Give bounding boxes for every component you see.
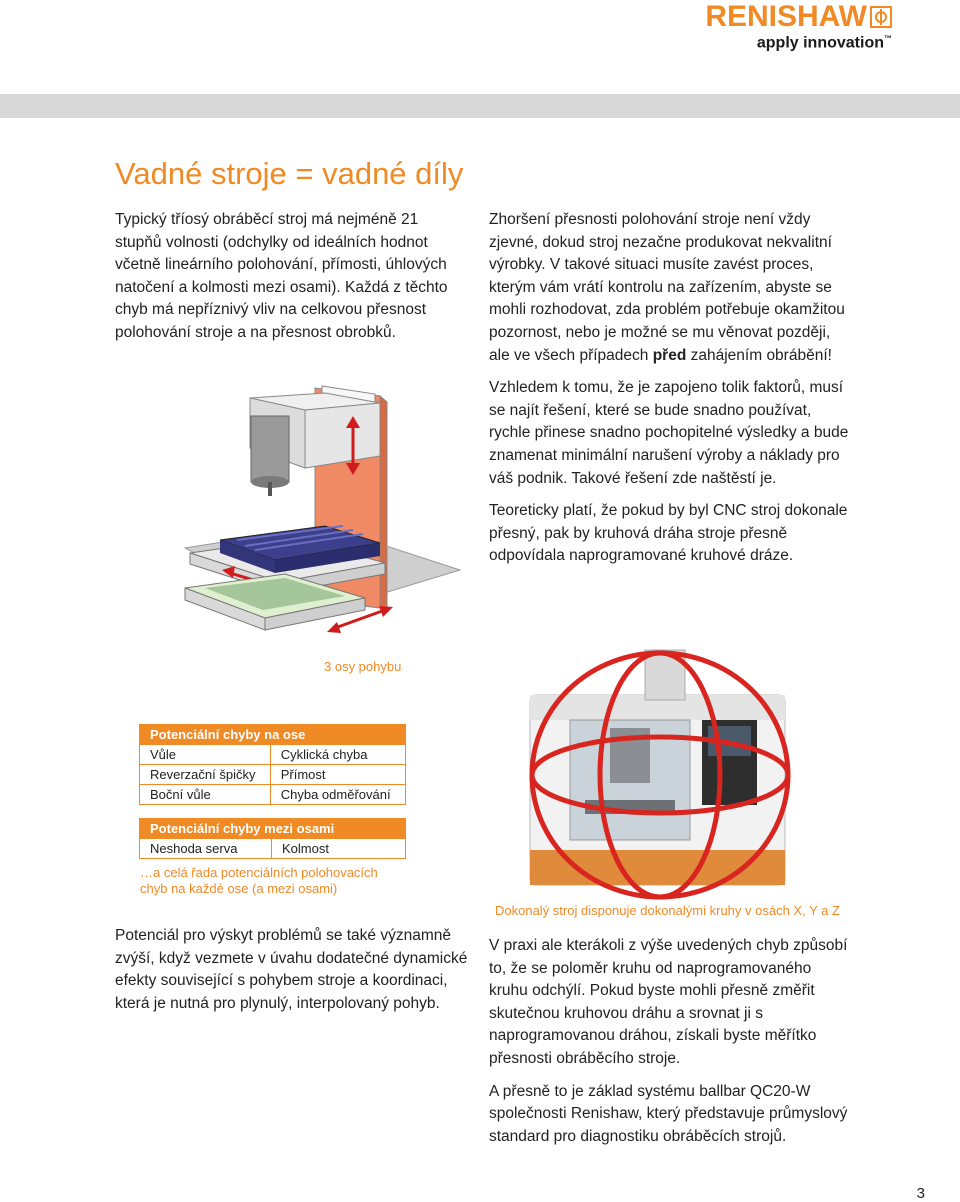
table-cell: Neshoda serva (140, 839, 272, 859)
solution-paragraph: Vzhledem k tomu, že je zapojeno tolik faktorů, musí se najít řešení, které se bude snadno používat, rychle přinese snadno pochopitelné výsledky a bude znamenat minimální narušení výroby a náklady pro váš podnik. Takové řešení zde naštěstí je. (489, 379, 849, 487)
page-number: 3 (916, 1185, 925, 1202)
tagline: apply innovation™ (756, 34, 892, 52)
deviation-paragraph: V praxi ale kterákoli z výše uvedených chyb způsobí to, že se poloměr kruhu od naprogramovaného kruhu odchýlí. Pokud byste mohli přesně změřit skutečnou kruhovou dráhu a srovnat ji s naprogramovanou dráhou, získali byste měřítko přesnosti obráběcího stroje. (489, 937, 848, 1067)
accuracy-paragraph: Zhoršení přesnosti polohování stroje není vždy zjevné, dokud stroj nezačne produkovat nekvalitní výrobky. V takové situaci musíte zavést proces, kterým vám vrátí kontrolu na zařízením, abyste se mohli rozhodovat, zda problém potřebuje okamžitou pozornost, nebo je možné se mu věnovat později, ale ve všech případech před zahájením obrábění! (489, 211, 845, 364)
right-column-text (489, 209, 854, 568)
axis-errors-table (139, 724, 406, 805)
between-axes-errors-table (139, 818, 406, 859)
intro-paragraph: Typický tříosý obráběcí stroj má nejméně 21 stupňů volnosti (odchylky od ideálních hodnot včetně lineárního polohování, přímosti, úhlových natočení a kolmosti mezi osami). Každá z těchto chyb má nepříznivý vliv na celkovou přesnost polohování stroje a na přesnost obrobků. (115, 211, 448, 341)
table-cell: Chyba odměřování (270, 785, 405, 805)
header-band (0, 94, 960, 118)
table-cell: Cyklická chyba (270, 745, 405, 765)
between-axes-header: Potenciální chyby mezi osami (140, 819, 406, 839)
table-cell: Kolmost (272, 839, 406, 859)
errors-note: …a celá řada potenciálních polohovacích chyb na každé ose (a mezi osami) (140, 865, 378, 896)
axis-errors-header: Potenciální chyby na ose (140, 725, 406, 745)
machine-photo-with-circles (510, 640, 810, 900)
dynamics-paragraph: Potenciál pro výskyt problémů se také významně zvýší, když vezmete v úvahu dodatečné dynamické efekty související s pohybem stroje a koordinaci, která je nutná pro plynulý, interpolovaný pohyb. (115, 927, 468, 1012)
theory-paragraph: Teoreticky platí, že pokud by byl CNC stroj dokonale přesný, pak by kruhová dráha stroje přesně odpovídala naprogramované kruhové dráze. (489, 502, 848, 565)
table-row (140, 785, 406, 805)
table-cell: Boční vůle (140, 785, 271, 805)
table-cell: Reverzační špičky (140, 765, 271, 785)
table-row (140, 839, 406, 859)
table-row (140, 765, 406, 785)
logo-symbol-icon (870, 6, 892, 28)
table-row (140, 745, 406, 765)
page-title: Vadné stroje = vadné díly (115, 156, 464, 191)
renishaw-logo (705, 2, 892, 32)
ballbar-paragraph: A přesně to je základ systému ballbar QC20-W společnosti Renishaw, který představuje průmyslový standard pro diagnostiku obráběcích strojů. (489, 1082, 848, 1145)
machine-caption: 3 osy pohybu (324, 659, 402, 674)
table-cell: Přímost (270, 765, 405, 785)
table-cell: Vůle (140, 745, 271, 765)
three-axis-machine-illustration (175, 378, 465, 660)
bottom-right-text (489, 935, 854, 1148)
logo-wordmark: RENISHAW (705, 0, 867, 33)
photo-caption: Dokonalý stroj disponuje dokonalými kruhy v osách X, Y a Z (495, 903, 840, 918)
